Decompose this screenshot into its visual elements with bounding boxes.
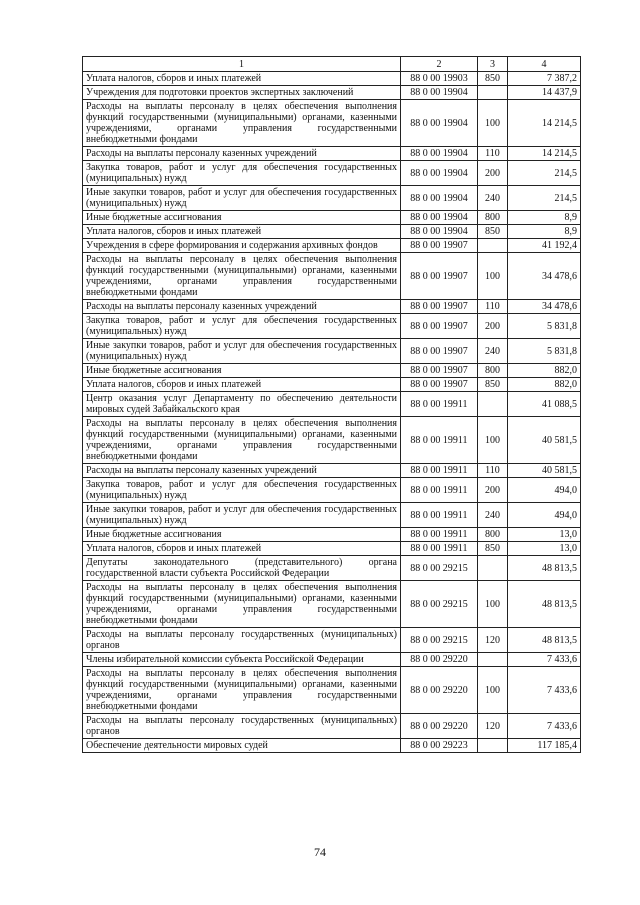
table-row [83,378,581,392]
table-row [83,628,581,653]
row-code-cell: 88 0 00 29223 [401,739,478,753]
row-code-cell: 88 0 00 29215 [401,556,478,581]
table-row [83,556,581,581]
table-row [83,739,581,753]
row-name-cell: Уплата налогов, сборов и иных платежей [83,225,401,239]
row-type-cell: 110 [478,300,508,314]
row-amount-cell: 5 831,8 [508,314,581,339]
row-name-cell: Члены избирательной комиссии субъекта Российской Федерации [83,653,401,667]
row-code-cell: 88 0 00 19911 [401,503,478,528]
row-type-cell: 200 [478,314,508,339]
row-amount-cell: 14 437,9 [508,86,581,100]
row-code-cell: 88 0 00 19903 [401,72,478,86]
row-type-cell: 110 [478,464,508,478]
row-code-cell: 88 0 00 29220 [401,714,478,739]
row-name-cell: Расходы на выплаты персоналу в целях обеспечения выполнения функций государственными (муниципальными) органами, казенными учреждениями, органами управления государственными внебюджетными фондами [83,581,401,628]
row-name-cell: Расходы на выплаты персоналу в целях обеспечения выполнения функций государственными (муниципальными) органами, казенными учреждениями, органами управления государственными внебюджетными фондами [83,253,401,300]
row-name-cell: Обеспечение деятельности мировых судей [83,739,401,753]
row-name-cell: Уплата налогов, сборов и иных платежей [83,542,401,556]
row-name-cell: Уплата налогов, сборов и иных платежей [83,378,401,392]
row-type-cell: 200 [478,161,508,186]
row-code-cell: 88 0 00 19907 [401,239,478,253]
row-amount-cell: 14 214,5 [508,147,581,161]
table-row [83,339,581,364]
table-row [83,239,581,253]
table-row [83,478,581,503]
row-code-cell: 88 0 00 19911 [401,464,478,478]
table-row [83,300,581,314]
row-type-cell: 100 [478,667,508,714]
row-amount-cell: 882,0 [508,378,581,392]
table-row [83,100,581,147]
table-row [83,253,581,300]
column-header-4: 4 [508,57,581,72]
row-type-cell: 850 [478,542,508,556]
table-row [83,714,581,739]
table-row [83,503,581,528]
row-type-cell: 100 [478,581,508,628]
row-code-cell: 88 0 00 19911 [401,392,478,417]
row-name-cell: Центр оказания услуг Департаменту по обеспечению деятельности мировых судей Забайкальского края [83,392,401,417]
table-body [83,72,581,753]
column-header-2: 2 [401,57,478,72]
row-type-cell: 850 [478,378,508,392]
row-type-cell: 100 [478,253,508,300]
row-type-cell: 200 [478,478,508,503]
row-amount-cell: 48 813,5 [508,556,581,581]
row-amount-cell: 214,5 [508,161,581,186]
row-amount-cell: 34 478,6 [508,253,581,300]
row-type-cell: 240 [478,186,508,211]
row-code-cell: 88 0 00 19904 [401,186,478,211]
row-code-cell: 88 0 00 19911 [401,478,478,503]
row-code-cell: 88 0 00 29220 [401,667,478,714]
row-type-cell [478,739,508,753]
row-name-cell: Расходы на выплаты персоналу в целях обеспечения выполнения функций государственными (муниципальными) органами, казенными учреждениями, органами управления государственными внебюджетными фондами [83,417,401,464]
row-amount-cell: 13,0 [508,542,581,556]
row-code-cell: 88 0 00 19904 [401,86,478,100]
row-code-cell: 88 0 00 29215 [401,628,478,653]
table-row [83,653,581,667]
row-type-cell [478,556,508,581]
table-row [83,225,581,239]
row-code-cell: 88 0 00 19904 [401,161,478,186]
row-amount-cell: 8,9 [508,211,581,225]
row-type-cell: 800 [478,364,508,378]
row-type-cell: 800 [478,211,508,225]
row-name-cell: Иные бюджетные ассигнования [83,211,401,225]
row-type-cell: 240 [478,339,508,364]
table-row [83,211,581,225]
row-type-cell: 800 [478,528,508,542]
row-name-cell: Иные бюджетные ассигнования [83,364,401,378]
row-type-cell [478,392,508,417]
table-row [83,528,581,542]
row-amount-cell: 8,9 [508,225,581,239]
row-amount-cell: 214,5 [508,186,581,211]
row-type-cell: 100 [478,100,508,147]
table-row [83,161,581,186]
row-code-cell: 88 0 00 19904 [401,211,478,225]
row-code-cell: 88 0 00 19904 [401,147,478,161]
row-amount-cell: 117 185,4 [508,739,581,753]
row-name-cell: Расходы на выплаты персоналу государственных (муниципальных) органов [83,714,401,739]
row-amount-cell: 48 813,5 [508,581,581,628]
row-type-cell: 850 [478,225,508,239]
row-amount-cell: 13,0 [508,528,581,542]
row-name-cell: Расходы на выплаты персоналу казенных учреждений [83,464,401,478]
row-name-cell: Расходы на выплаты персоналу в целях обеспечения выполнения функций государственными (муниципальными) органами, казенными учреждениями, органами управления государственными внебюджетными фондами [83,100,401,147]
row-code-cell: 88 0 00 19911 [401,542,478,556]
row-amount-cell: 7 433,6 [508,653,581,667]
row-code-cell: 88 0 00 19907 [401,300,478,314]
row-code-cell: 88 0 00 19911 [401,528,478,542]
row-type-cell: 240 [478,503,508,528]
table-row [83,542,581,556]
row-name-cell: Учреждения для подготовки проектов экспертных заключений [83,86,401,100]
row-type-cell: 850 [478,72,508,86]
table-row [83,72,581,86]
row-code-cell: 88 0 00 19907 [401,364,478,378]
row-code-cell: 88 0 00 19907 [401,314,478,339]
row-type-cell [478,86,508,100]
row-type-cell: 110 [478,147,508,161]
row-name-cell: Иные бюджетные ассигнования [83,528,401,542]
row-code-cell: 88 0 00 19907 [401,378,478,392]
row-amount-cell: 7 433,6 [508,714,581,739]
page-number: 74 [314,845,326,859]
table-row [83,464,581,478]
row-code-cell: 88 0 00 19904 [401,100,478,147]
row-type-cell: 120 [478,714,508,739]
row-amount-cell: 41 088,5 [508,392,581,417]
row-name-cell: Закупка товаров, работ и услуг для обеспечения государственных (муниципальных) нужд [83,478,401,503]
row-type-cell [478,239,508,253]
table-row [83,147,581,161]
table-row [83,581,581,628]
row-code-cell: 88 0 00 29215 [401,581,478,628]
row-name-cell: Депутаты законодательного (представительного) органа государственной власти субъекта Российской Федерации [83,556,401,581]
row-name-cell: Иные закупки товаров, работ и услуг для обеспечения государственных (муниципальных) нужд [83,339,401,364]
row-code-cell: 88 0 00 19911 [401,417,478,464]
row-amount-cell: 40 581,5 [508,417,581,464]
row-name-cell: Иные закупки товаров, работ и услуг для обеспечения государственных (муниципальных) нужд [83,503,401,528]
row-amount-cell: 7 387,2 [508,72,581,86]
row-name-cell: Закупка товаров, работ и услуг для обеспечения государственных (муниципальных) нужд [83,161,401,186]
row-name-cell: Расходы на выплаты персоналу казенных учреждений [83,147,401,161]
row-name-cell: Уплата налогов, сборов и иных платежей [83,72,401,86]
row-amount-cell: 882,0 [508,364,581,378]
column-header-1: 1 [83,57,401,72]
budget-table [82,56,581,753]
table-row [83,186,581,211]
row-amount-cell: 14 214,5 [508,100,581,147]
row-amount-cell: 40 581,5 [508,464,581,478]
row-type-cell: 100 [478,417,508,464]
table-row [83,86,581,100]
row-amount-cell: 41 192,4 [508,239,581,253]
row-type-cell: 120 [478,628,508,653]
row-code-cell: 88 0 00 19907 [401,339,478,364]
table-row [83,667,581,714]
row-amount-cell: 494,0 [508,478,581,503]
row-amount-cell: 7 433,6 [508,667,581,714]
row-amount-cell: 34 478,6 [508,300,581,314]
table-header-row [83,57,581,72]
column-header-3: 3 [478,57,508,72]
table-row [83,314,581,339]
row-name-cell: Расходы на выплаты персоналу государственных (муниципальных) органов [83,628,401,653]
table-row [83,364,581,378]
row-name-cell: Закупка товаров, работ и услуг для обеспечения государственных (муниципальных) нужд [83,314,401,339]
table-row [83,392,581,417]
row-code-cell: 88 0 00 19907 [401,253,478,300]
row-amount-cell: 5 831,8 [508,339,581,364]
row-code-cell: 88 0 00 29220 [401,653,478,667]
row-type-cell [478,653,508,667]
row-name-cell: Иные закупки товаров, работ и услуг для обеспечения государственных (муниципальных) нужд [83,186,401,211]
row-name-cell: Расходы на выплаты персоналу в целях обеспечения выполнения функций государственными (муниципальными) органами, казенными учреждениями, органами управления государственными внебюджетными фондами [83,667,401,714]
row-amount-cell: 48 813,5 [508,628,581,653]
row-name-cell: Расходы на выплаты персоналу казенных учреждений [83,300,401,314]
row-amount-cell: 494,0 [508,503,581,528]
row-name-cell: Учреждения в сфере формирования и содержания архивных фондов [83,239,401,253]
table-row [83,417,581,464]
row-code-cell: 88 0 00 19904 [401,225,478,239]
